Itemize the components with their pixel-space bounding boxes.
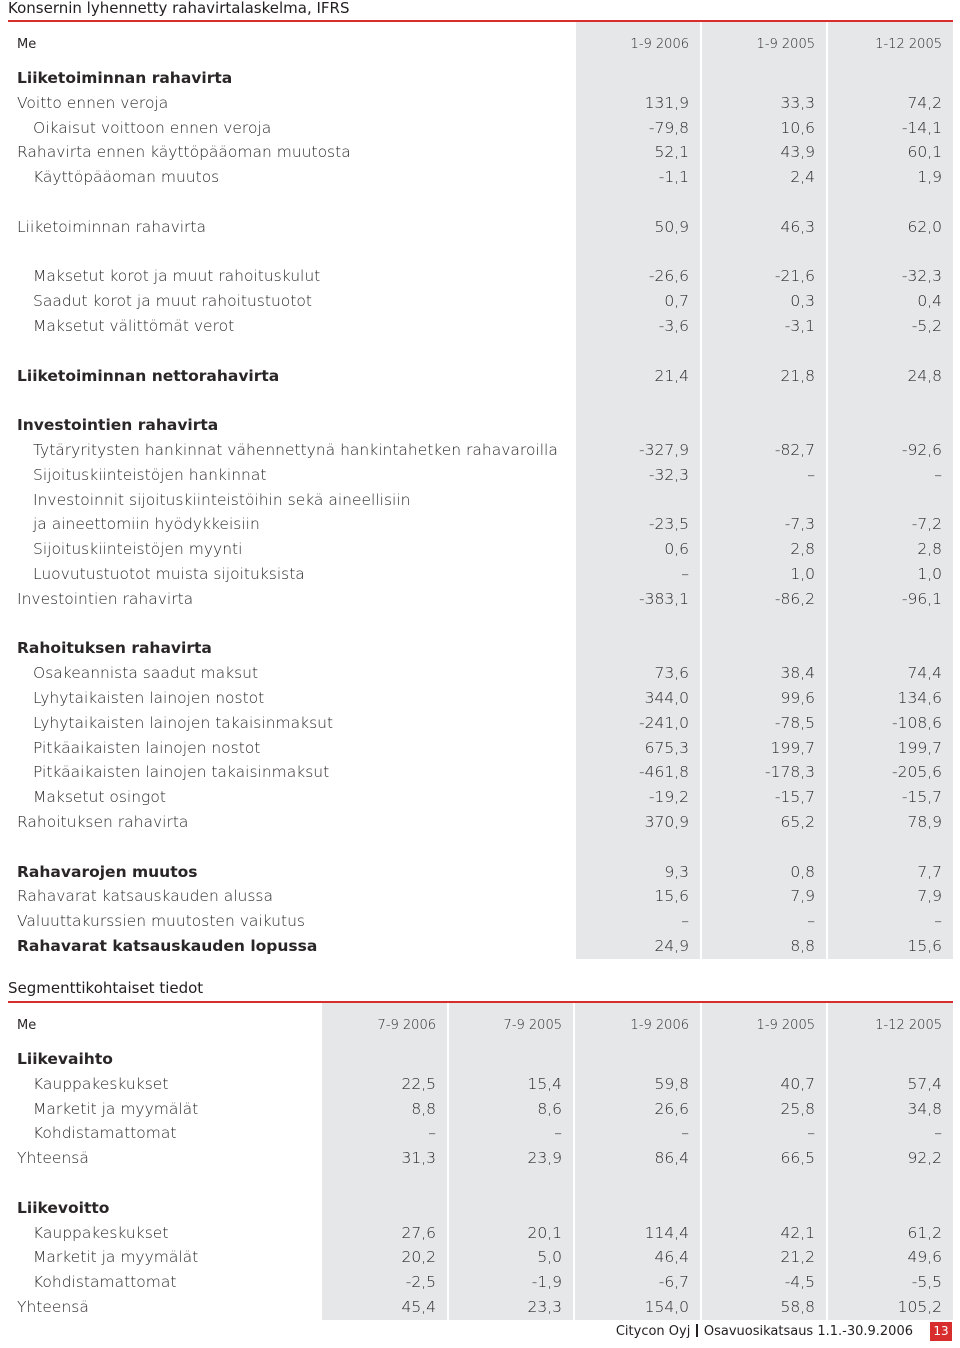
cell-value: 675,3 xyxy=(575,736,701,761)
cell-value xyxy=(827,835,953,860)
row-label: Kauppakeskukset xyxy=(33,1223,169,1242)
segments-title: Segmenttikohtaiset tiedot xyxy=(8,979,204,997)
cashflow-table xyxy=(8,22,953,959)
header-row xyxy=(8,22,953,66)
unit-label: Me xyxy=(17,1018,37,1033)
cell-value: 43,9 xyxy=(701,140,827,165)
cell-value: 20,1 xyxy=(448,1221,574,1246)
cell-value: 26,6 xyxy=(574,1097,701,1122)
table-row xyxy=(8,66,953,91)
table-row xyxy=(8,1047,953,1072)
table-row xyxy=(8,636,953,661)
row-label: Kohdistamattomat xyxy=(33,1273,177,1292)
table-row xyxy=(8,785,953,810)
cell-value xyxy=(575,388,701,413)
cell-value: -15,7 xyxy=(827,785,953,810)
cell-value: -1,1 xyxy=(575,165,701,190)
row-label xyxy=(8,388,575,413)
cell-value: 66,5 xyxy=(701,1146,827,1171)
cell-value xyxy=(574,1196,701,1221)
row-label xyxy=(8,612,575,637)
cell-value: 8,8 xyxy=(321,1097,448,1122)
cell-value xyxy=(701,339,827,364)
cell-value: 2,8 xyxy=(827,537,953,562)
row-label xyxy=(8,240,575,265)
row-label: Maksetut korot ja muut rahoituskulut xyxy=(33,267,321,286)
cell-value: 21,4 xyxy=(575,364,701,389)
page-number: 13 xyxy=(930,1322,952,1341)
row-label xyxy=(8,339,575,364)
row-label: Liiketoiminnan nettorahavirta xyxy=(17,366,280,385)
cell-value: 344,0 xyxy=(575,686,701,711)
cell-value xyxy=(575,636,701,661)
cell-value: 0,4 xyxy=(827,289,953,314)
spacer-row xyxy=(8,240,953,265)
table-row xyxy=(8,264,953,289)
cell-value xyxy=(321,1196,448,1221)
table-row xyxy=(8,587,953,612)
row-label: Saadut korot ja muut rahoitustuotot xyxy=(33,292,312,311)
cell-value: 49,6 xyxy=(827,1245,953,1270)
cell-value: – xyxy=(574,1121,701,1146)
cell-value xyxy=(448,1196,574,1221)
cell-value xyxy=(701,488,827,513)
row-label: Rahoituksen rahavirta xyxy=(17,812,189,831)
cell-value xyxy=(827,240,953,265)
table-row xyxy=(8,736,953,761)
row-label: Investointien rahavirta xyxy=(17,589,194,608)
table-row xyxy=(8,1146,953,1171)
cell-value: 33,3 xyxy=(701,91,827,116)
cell-value: 199,7 xyxy=(701,736,827,761)
cell-value xyxy=(575,66,701,91)
cell-value: 57,4 xyxy=(827,1072,953,1097)
cell-value: -5,5 xyxy=(827,1270,953,1295)
column-header: 1-9 2005 xyxy=(701,22,827,66)
cell-value: 20,2 xyxy=(321,1245,448,1270)
table-row xyxy=(8,488,953,513)
cell-value xyxy=(575,339,701,364)
cell-value xyxy=(448,1047,574,1072)
row-label: ja aineettomiin hyödykkeisiin xyxy=(33,515,260,534)
cell-value: -21,6 xyxy=(701,264,827,289)
cell-value xyxy=(701,413,827,438)
table-row xyxy=(8,91,953,116)
table-row xyxy=(8,711,953,736)
column-header: 1-9 2006 xyxy=(575,22,701,66)
cell-value xyxy=(575,240,701,265)
cell-value: 24,9 xyxy=(575,934,701,959)
table-row xyxy=(8,438,953,463)
cell-value: 15,6 xyxy=(575,884,701,909)
cell-value xyxy=(827,488,953,513)
row-label: Maksetut välittömät verot xyxy=(33,316,235,335)
cell-value: – xyxy=(575,562,701,587)
cell-value: – xyxy=(448,1121,574,1146)
cell-value: 34,8 xyxy=(827,1097,953,1122)
table-row xyxy=(8,661,953,686)
spacer-row xyxy=(8,1171,953,1196)
cell-value xyxy=(701,66,827,91)
cell-value xyxy=(448,1171,574,1196)
table-row xyxy=(8,760,953,785)
column-header: 7-9 2006 xyxy=(321,1003,448,1047)
cell-value xyxy=(827,1196,953,1221)
cell-value: 114,4 xyxy=(574,1221,701,1246)
cell-value: 59,8 xyxy=(574,1072,701,1097)
cell-value: 99,6 xyxy=(701,686,827,711)
cell-value xyxy=(574,1047,701,1072)
cell-value xyxy=(827,636,953,661)
cell-value xyxy=(701,1171,827,1196)
cell-value: -26,6 xyxy=(575,264,701,289)
cell-value xyxy=(827,388,953,413)
cell-value: -3,1 xyxy=(701,314,827,339)
row-label: Voitto ennen veroja xyxy=(17,93,169,112)
cell-value: 9,3 xyxy=(575,860,701,885)
cell-value: 2,8 xyxy=(701,537,827,562)
cell-value: -1,9 xyxy=(448,1270,574,1295)
cell-value: 8,6 xyxy=(448,1097,574,1122)
table-row xyxy=(8,686,953,711)
spacer-row xyxy=(8,612,953,637)
row-label: Rahoituksen rahavirta xyxy=(17,639,212,658)
table-row xyxy=(8,512,953,537)
cell-value xyxy=(701,835,827,860)
cell-value: 21,2 xyxy=(701,1245,827,1270)
row-label xyxy=(8,190,575,215)
cell-value xyxy=(575,413,701,438)
cell-value: 1,0 xyxy=(827,562,953,587)
cell-value: 78,9 xyxy=(827,810,953,835)
row-label: Osakeannista saadut maksut xyxy=(33,664,259,683)
cell-value xyxy=(827,612,953,637)
cell-value: – xyxy=(321,1121,448,1146)
cell-value: -78,5 xyxy=(701,711,827,736)
cell-value xyxy=(321,1047,448,1072)
row-label: Liiketoiminnan rahavirta xyxy=(17,69,233,87)
row-label: Rahavarat katsauskauden alussa xyxy=(17,887,273,906)
table-row xyxy=(8,364,953,389)
cell-value xyxy=(701,240,827,265)
cell-value: 7,7 xyxy=(827,860,953,885)
spacer-row xyxy=(8,388,953,413)
cell-value: -2,5 xyxy=(321,1270,448,1295)
column-header: 1-12 2005 xyxy=(827,22,953,66)
cell-value: 22,5 xyxy=(321,1072,448,1097)
cell-value: 105,2 xyxy=(827,1295,953,1320)
table-row xyxy=(8,1270,953,1295)
row-label: Investointien rahavirta xyxy=(17,416,219,435)
cell-value: – xyxy=(701,1121,827,1146)
table-row xyxy=(8,934,953,959)
cell-value: -19,2 xyxy=(575,785,701,810)
row-label: Tytäryritysten hankinnat vähennettynä hankintahetken rahavaroilla xyxy=(33,440,558,459)
row-label: Sijoituskiinteistöjen myynti xyxy=(33,540,243,559)
cell-value xyxy=(701,388,827,413)
cell-value xyxy=(575,835,701,860)
row-label: Oikaisut voittoon ennen veroja xyxy=(33,118,272,137)
row-label: Yhteensä xyxy=(17,1149,89,1168)
cell-value: 1,0 xyxy=(701,562,827,587)
cell-value: 52,1 xyxy=(575,140,701,165)
cell-value: -92,6 xyxy=(827,438,953,463)
cell-value: -6,7 xyxy=(574,1270,701,1295)
segments-table xyxy=(8,1003,953,1320)
row-label: Valuuttakurssien muutosten vaikutus xyxy=(17,912,305,931)
table-row xyxy=(8,413,953,438)
table-row xyxy=(8,140,953,165)
table-row xyxy=(8,1097,953,1122)
table-row xyxy=(8,1072,953,1097)
table-row xyxy=(8,810,953,835)
cell-value: 60,1 xyxy=(827,140,953,165)
cell-value: -32,3 xyxy=(827,264,953,289)
page-footer xyxy=(616,1324,913,1339)
cell-value xyxy=(827,339,953,364)
cell-value: 370,9 xyxy=(575,810,701,835)
row-label: Luovutustuotot muista sijoituksista xyxy=(33,564,305,583)
row-label: Investoinnit sijoituskiinteistöihin sekä aineellisiin xyxy=(33,490,411,509)
cell-value: 0,6 xyxy=(575,537,701,562)
cell-value: 40,7 xyxy=(701,1072,827,1097)
cell-value: 31,3 xyxy=(321,1146,448,1171)
table-row xyxy=(8,289,953,314)
row-label xyxy=(8,1171,321,1196)
cell-value xyxy=(827,413,953,438)
cell-value: 73,6 xyxy=(575,661,701,686)
cell-value: -14,1 xyxy=(827,116,953,141)
table-row xyxy=(8,1295,953,1320)
cell-value xyxy=(827,190,953,215)
table-row xyxy=(8,215,953,240)
cell-value: 2,4 xyxy=(701,165,827,190)
cell-value: 27,6 xyxy=(321,1221,448,1246)
cell-value: 134,6 xyxy=(827,686,953,711)
cell-value: 154,0 xyxy=(574,1295,701,1320)
cell-value: – xyxy=(575,909,701,934)
cell-value: 15,4 xyxy=(448,1072,574,1097)
row-label: Liiketoiminnan rahavirta xyxy=(17,217,206,236)
cell-value: -461,8 xyxy=(575,760,701,785)
footer-company: Citycon Oyj xyxy=(615,1324,691,1339)
row-label: Rahavarojen muutos xyxy=(17,862,198,881)
cell-value: 23,3 xyxy=(448,1295,574,1320)
cell-value: – xyxy=(827,463,953,488)
row-label: Yhteensä xyxy=(17,1297,89,1316)
row-label xyxy=(8,835,575,860)
table-row xyxy=(8,1245,953,1270)
table-row xyxy=(8,562,953,587)
row-label: Maksetut osingot xyxy=(33,788,166,807)
cell-value: 45,4 xyxy=(321,1295,448,1320)
column-header: 1-12 2005 xyxy=(827,1003,953,1047)
row-label: Rahavirta ennen käyttöpääoman muutosta xyxy=(17,143,351,162)
cell-value: 23,9 xyxy=(448,1146,574,1171)
table-row xyxy=(8,909,953,934)
table-row xyxy=(8,860,953,885)
cell-value: -86,2 xyxy=(701,587,827,612)
cell-value xyxy=(701,1196,827,1221)
cell-value: 0,3 xyxy=(701,289,827,314)
cell-value: 15,6 xyxy=(827,934,953,959)
cell-value: -108,6 xyxy=(827,711,953,736)
spacer-row xyxy=(8,190,953,215)
table-row xyxy=(8,463,953,488)
row-label: Kauppakeskukset xyxy=(33,1074,169,1093)
cell-value xyxy=(827,1171,953,1196)
table-row xyxy=(8,1221,953,1246)
cell-value: 7,9 xyxy=(827,884,953,909)
cell-value: 8,8 xyxy=(701,934,827,959)
cell-value: 10,6 xyxy=(701,116,827,141)
cell-value: 5,0 xyxy=(448,1245,574,1270)
cell-value: -5,2 xyxy=(827,314,953,339)
cell-value: – xyxy=(701,463,827,488)
cell-value: -178,3 xyxy=(701,760,827,785)
cell-value: -241,0 xyxy=(575,711,701,736)
spacer-row xyxy=(8,339,953,364)
cell-value: 46,4 xyxy=(574,1245,701,1270)
cell-value: -82,7 xyxy=(701,438,827,463)
cell-value: 65,2 xyxy=(701,810,827,835)
cell-value: 61,2 xyxy=(827,1221,953,1246)
cell-value: 58,8 xyxy=(701,1295,827,1320)
table-row xyxy=(8,314,953,339)
table-row xyxy=(8,165,953,190)
cell-value: -383,1 xyxy=(575,587,701,612)
cell-value: 199,7 xyxy=(827,736,953,761)
cell-value xyxy=(701,190,827,215)
cell-value: – xyxy=(827,1121,953,1146)
table-row xyxy=(8,884,953,909)
cell-value xyxy=(827,66,953,91)
cell-value: 25,8 xyxy=(701,1097,827,1122)
cell-value: -327,9 xyxy=(575,438,701,463)
cell-value: -96,1 xyxy=(827,587,953,612)
unit-label: Me xyxy=(17,37,37,52)
cell-value: 38,4 xyxy=(701,661,827,686)
row-label: Kohdistamattomat xyxy=(33,1124,177,1143)
cell-value: 21,8 xyxy=(701,364,827,389)
cell-value: 74,2 xyxy=(827,91,953,116)
cell-value xyxy=(321,1171,448,1196)
table-row xyxy=(8,1196,953,1221)
cell-value: 1,9 xyxy=(827,165,953,190)
cell-value: 42,1 xyxy=(701,1221,827,1246)
cashflow-title: Konsernin lyhennetty rahavirtalaskelma, IFRS xyxy=(8,0,350,17)
cell-value xyxy=(575,612,701,637)
row-label: Lyhytaikaisten lainojen takaisinmaksut xyxy=(33,713,334,732)
cell-value: -23,5 xyxy=(575,512,701,537)
cell-value xyxy=(827,1047,953,1072)
cell-value xyxy=(575,488,701,513)
cell-value: -32,3 xyxy=(575,463,701,488)
cell-value xyxy=(701,612,827,637)
row-label: Marketit ja myymälät xyxy=(33,1248,199,1267)
row-label: Pitkäaikaisten lainojen takaisinmaksut xyxy=(33,763,330,782)
cell-value xyxy=(701,1047,827,1072)
row-label: Lyhytaikaisten lainojen nostot xyxy=(33,688,265,707)
cell-value: 7,9 xyxy=(701,884,827,909)
row-label: Liikevoitto xyxy=(17,1198,110,1217)
row-label: Sijoituskiinteistöjen hankinnat xyxy=(33,465,267,484)
spacer-row xyxy=(8,835,953,860)
table-row xyxy=(8,537,953,562)
column-header: 1-9 2006 xyxy=(574,1003,701,1047)
cell-value: 0,7 xyxy=(575,289,701,314)
cell-value xyxy=(701,636,827,661)
row-label: Rahavarat katsauskauden lopussa xyxy=(17,936,318,955)
cell-value: – xyxy=(827,909,953,934)
cell-value: 62,0 xyxy=(827,215,953,240)
cell-value: -3,6 xyxy=(575,314,701,339)
cell-value: 86,4 xyxy=(574,1146,701,1171)
cell-value: 50,9 xyxy=(575,215,701,240)
cell-value: -79,8 xyxy=(575,116,701,141)
cell-value: -7,2 xyxy=(827,512,953,537)
row-label: Marketit ja myymälät xyxy=(33,1099,199,1118)
cell-value: 131,9 xyxy=(575,91,701,116)
cell-value: 46,3 xyxy=(701,215,827,240)
cell-value: -7,3 xyxy=(701,512,827,537)
row-label: Käyttöpääoman muutos xyxy=(33,168,220,187)
column-header: 7-9 2005 xyxy=(448,1003,574,1047)
cell-value: – xyxy=(701,909,827,934)
cell-value: 0,8 xyxy=(701,860,827,885)
cell-value: -15,7 xyxy=(701,785,827,810)
row-label: Liikevaihto xyxy=(17,1050,113,1068)
cell-value: 74,4 xyxy=(827,661,953,686)
footer-divider xyxy=(696,1324,698,1337)
footer-report: Osavuosikatsaus 1.1.-30.9.2006 xyxy=(703,1324,913,1339)
table-row xyxy=(8,1121,953,1146)
cell-value: 24,8 xyxy=(827,364,953,389)
header-row xyxy=(8,1003,953,1047)
cell-value: -4,5 xyxy=(701,1270,827,1295)
cell-value xyxy=(575,190,701,215)
cell-value: 92,2 xyxy=(827,1146,953,1171)
table-row xyxy=(8,116,953,141)
cell-value: -205,6 xyxy=(827,760,953,785)
column-header: 1-9 2005 xyxy=(701,1003,827,1047)
row-label: Pitkäaikaisten lainojen nostot xyxy=(33,738,261,757)
cell-value xyxy=(574,1171,701,1196)
